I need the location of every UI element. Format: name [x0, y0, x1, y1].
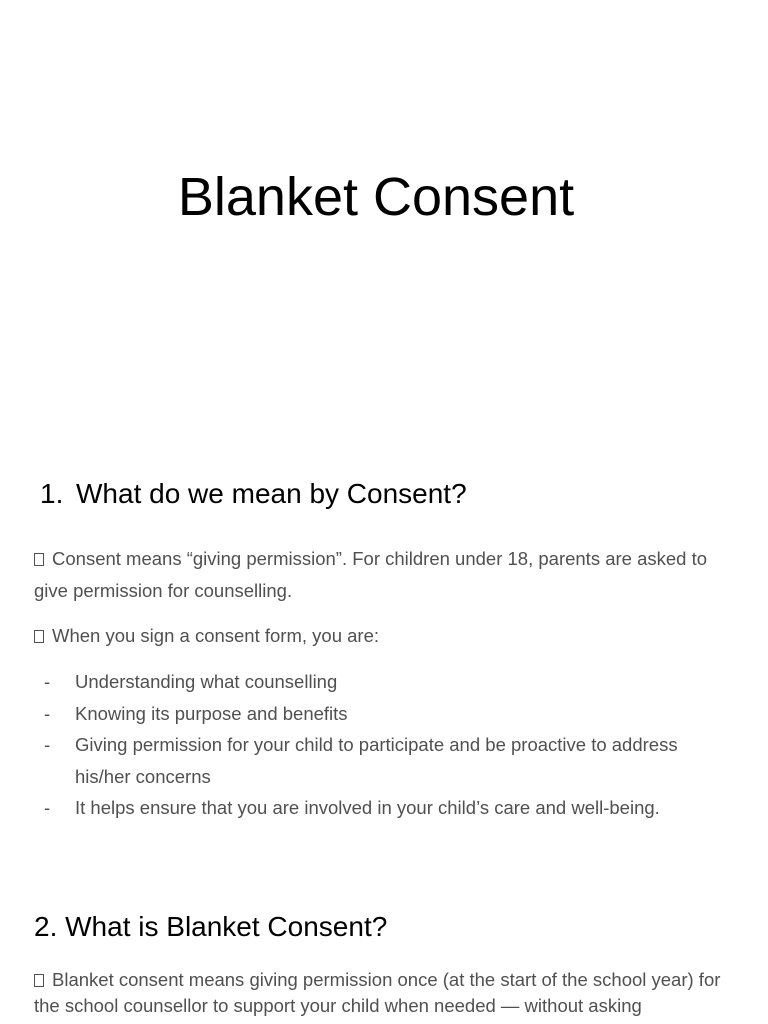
blanket-consent-text: Blanket consent means giving permission once (at the start of the school year) for the school counsellor to support your child when needed — without asking: [34, 969, 721, 1016]
consent-meaning-text: Consent means “giving permission”. For children under 18, parents are asked to give permission for counselling.: [34, 548, 708, 601]
checkbox-outline-icon: [34, 974, 44, 987]
consent-form-text: When you sign a consent form, you are:: [52, 625, 380, 646]
consent-form-bullet-list: [34, 666, 724, 824]
list-item-text: Giving permission for your child to participate and be proactive to address his/her concerns: [75, 734, 678, 787]
list-item-text: Knowing its purpose and benefits: [75, 702, 348, 724]
list-item-text: It helps ensure that you are involved in your child’s care and well-being.: [75, 797, 660, 818]
list-item: [34, 666, 724, 698]
list-item: [34, 729, 724, 792]
bullet-dash: -: [44, 671, 51, 692]
list-item: [34, 698, 724, 730]
bullet-dash: -: [44, 702, 51, 724]
checkbox-outline-icon: [34, 630, 44, 643]
document-title: Blanket Consent: [177, 167, 575, 227]
bullet-dash: -: [44, 797, 51, 818]
section-1-heading-text: What do we mean by Consent?: [76, 478, 467, 509]
blanket-consent-paragraph: [34, 967, 734, 1019]
section-1-number: 1.: [40, 478, 64, 509]
list-item: [34, 792, 724, 824]
section-1-heading: [40, 477, 467, 511]
bullet-dash: -: [44, 734, 51, 755]
consent-form-paragraph: [34, 620, 724, 652]
list-item-text: Understanding what counselling: [75, 671, 338, 692]
checkbox-outline-icon: [34, 553, 44, 566]
section-2-heading: 2. What is Blanket Consent?: [34, 911, 388, 942]
consent-meaning-paragraph: [34, 543, 724, 607]
